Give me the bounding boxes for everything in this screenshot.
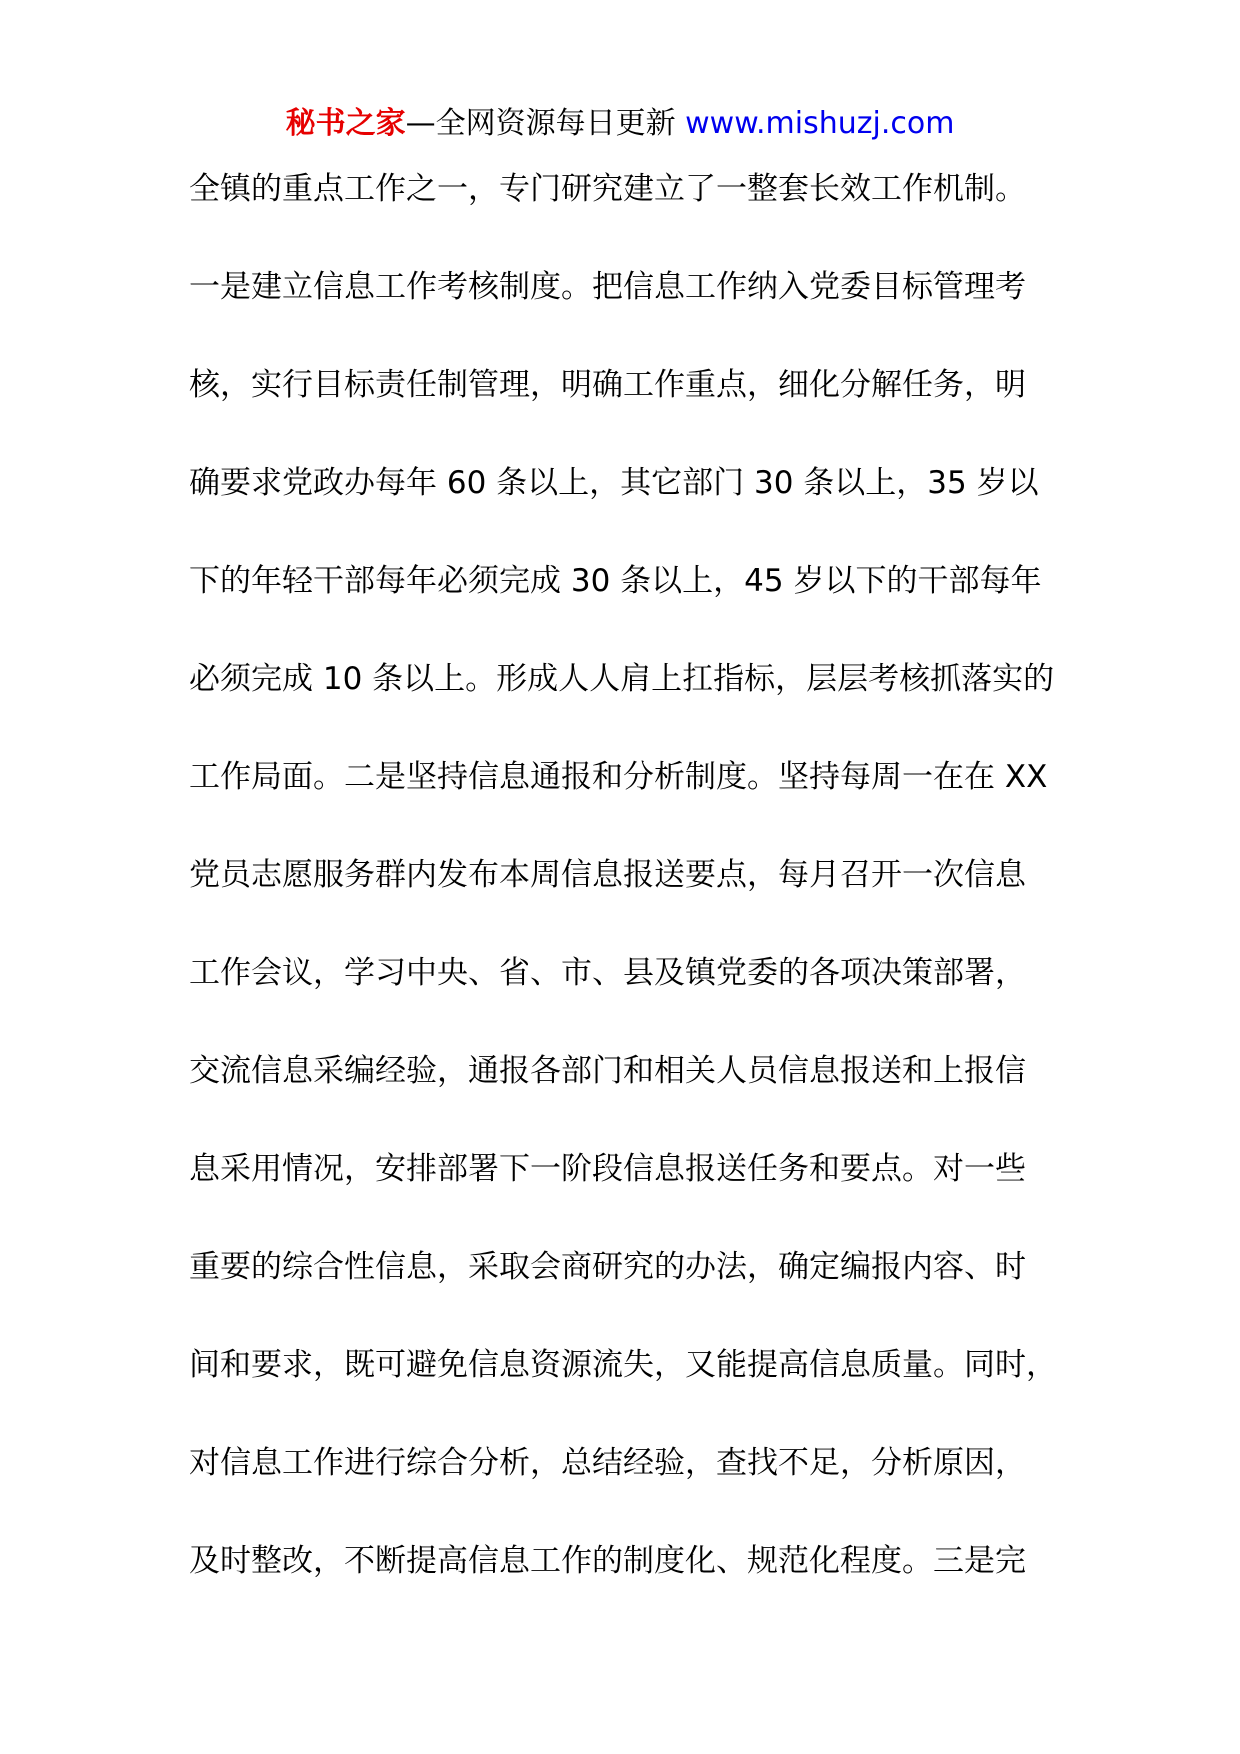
text-line: 必须完成 10 条以上。形成人人肩上扛指标，层层考核抓落实的 bbox=[189, 661, 1055, 697]
text-line: 工作局面。二是坚持信息通报和分析制度。坚持每周一在在 XX bbox=[189, 759, 1048, 795]
text-line: 下的年轻干部每年必须完成 30 条以上，45 岁以下的干部每年 bbox=[189, 563, 1042, 599]
text-line: 重要的综合性信息，采取会商研究的办法，确定编报内容、时 bbox=[189, 1249, 1026, 1285]
text-line: 交流信息采编经验，通报各部门和相关人员信息报送和上报信 bbox=[189, 1053, 1026, 1089]
text-line: 间和要求，既可避免信息资源流失，又能提高信息质量。同时， bbox=[189, 1347, 1057, 1383]
brand-name: 秘书之家 bbox=[285, 106, 406, 141]
website-link[interactable]: www.mishuzj.com bbox=[685, 106, 955, 141]
text-line: 一是建立信息工作考核制度。把信息工作纳入党委目标管理考 bbox=[189, 269, 1026, 305]
text-line: 及时整改，不断提高信息工作的制度化、规范化程度。三是完 bbox=[189, 1543, 1026, 1579]
text-line: 确要求党政办每年 60 条以上，其它部门 30 条以上，35 岁以 bbox=[189, 465, 1039, 501]
text-line: 党员志愿服务群内发布本周信息报送要点，每月召开一次信息 bbox=[189, 857, 1026, 893]
text-line: 对信息工作进行综合分析，总结经验，查找不足，分析原因， bbox=[189, 1445, 1026, 1481]
text-line: 核，实行目标责任制管理，明确工作重点，细化分解任务，明 bbox=[189, 367, 1026, 403]
header-tagline: —全网资源每日更新 bbox=[405, 106, 686, 141]
text-line: 全镇的重点工作之一，专门研究建立了一整套长效工作机制。 bbox=[189, 171, 1026, 207]
text-line: 工作会议，学习中央、省、市、县及镇党委的各项决策部署， bbox=[189, 955, 1026, 991]
page-header bbox=[0, 102, 1240, 146]
text-line: 息采用情况，安排部署下一阶段信息报送任务和要点。对一些 bbox=[189, 1151, 1026, 1187]
document-body bbox=[189, 166, 1089, 1636]
